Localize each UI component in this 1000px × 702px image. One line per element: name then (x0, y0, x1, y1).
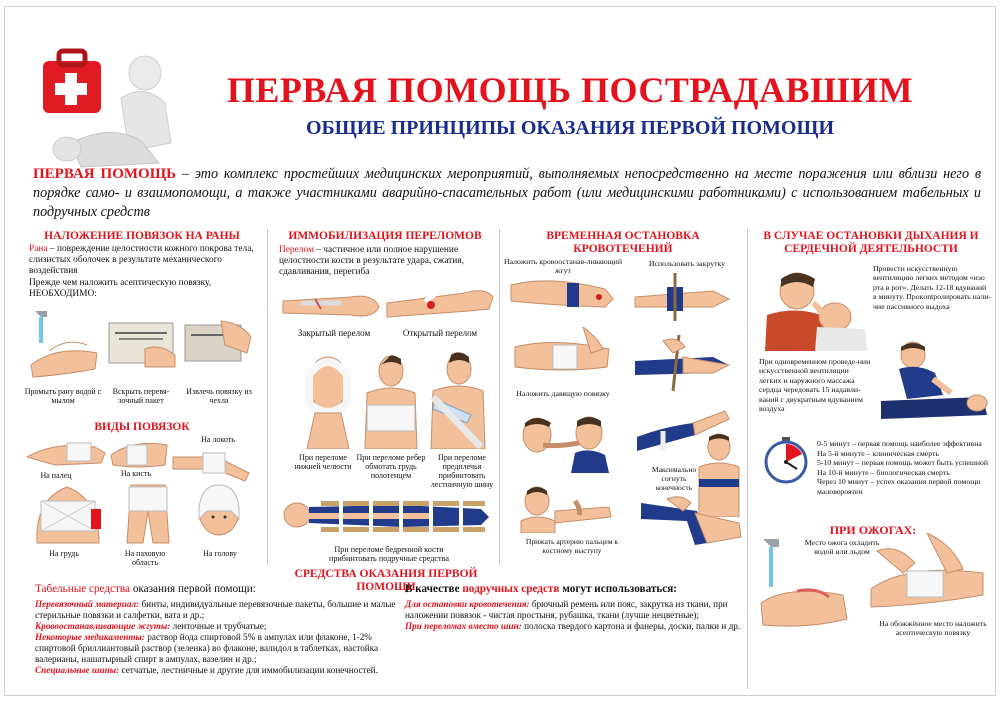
cool-burn-illustration (757, 533, 853, 645)
wound-text: – повреждение целостности кожного покрова тела, слизистых оболочек в результате механического воздействия (29, 244, 254, 276)
twist-illustration (633, 271, 731, 323)
ventilation-text: Провести искусственную вентиляцию легких методом «изо рта в рот». Делать 12-18 вдуваний в минуту. Прокontролировать нали-чие пассивного выдоха (873, 264, 991, 311)
improvised-means-term: подручных средств (462, 583, 560, 595)
tabular-means-item: Некоторые медикаменты: раствор йода спиртовой 5% в ампулах или флаконе, 1-2% спиртовой бриллиантовый раствор (зеленка) во флаконе, валидол в таблетках, настойка валерианы, нашатырный спирт в ампулах, вазелин и др.; (35, 632, 379, 664)
improvised-means-intro: В качестве подручных средств могут использоваться: (405, 583, 678, 595)
timeline-item: Через 10 минут – успех оказания первой помощи маловероятен (817, 477, 981, 496)
intro-text: – это комплекс простейших медицинских мероприятий, выполняемых непосредственно на месте поражения или вблизи него в порядке само- и взаимопомощи, а также участниками аварийно-спасательных работ (или медицинскими работниками) с использованием табельных и подручных средств (33, 166, 981, 220)
page-subtitle: ОБЩИЕ ПРИНЦИПЫ ОКАЗАНИЯ ПЕРВОЙ ПОМОЩИ (305, 117, 835, 139)
rib-fracture-caption: При переломе ребер обмотать грудь полотенцем (356, 453, 426, 480)
step-caption: Извлечь повязку из чехла (186, 387, 252, 405)
open-fracture-illustration (385, 283, 495, 329)
twist-caption: Использовать закрутку (648, 259, 726, 268)
tourniquet-caption: Наложить кровоостанав-ливающий жгут (503, 257, 623, 275)
closed-fracture-illustration (281, 285, 381, 327)
press-artery-arm-illustration (515, 481, 615, 533)
step-caption: Вскрыть перевя-зочный пакет (112, 387, 170, 405)
timeline-item: На 5-й минуте – клиническая смерть (817, 448, 940, 458)
improvised-means-list (405, 599, 743, 632)
page-title: ПЕРВАЯ ПОМОЩЬ ПОСТРАДАВШИМ (226, 70, 914, 110)
open-packet-illustration (105, 319, 177, 369)
type-caption: На локоть (201, 435, 235, 444)
column-separator (747, 229, 748, 689)
fracture-definition (279, 245, 497, 278)
fracture-text: – частичное или полное нарушение целостности кости в результате удара, сжатия, сдавливания, перегиба (279, 245, 464, 277)
burn-dressing-caption: На обожжённое место наложить асептическую повязку (879, 619, 987, 637)
timeline-list (817, 439, 989, 497)
twist-tight-illustration (633, 331, 731, 395)
timeline-item: На 10-й минуте – биологическая смерть (817, 467, 950, 477)
bandage-types-heading: ВИДЫ ПОВЯЗОК (94, 421, 190, 433)
closed-fracture-caption: Закрытый перелом (297, 328, 371, 338)
head-bandage-illustration (191, 481, 247, 545)
means-heading: СРЕДСТВА ОКАЗАНИЯ ПЕРВОЙ ПОМОЩИ (294, 568, 478, 593)
improvised-means-item: Для остановки кровотечения: брючный ремень или пояс, закрутка из ткани, при наложении повязок - чистая простыня, рубашка, ткани (лучше нецветные); (405, 599, 728, 620)
tabular-means-intro (35, 583, 399, 596)
finger-bandage-illustration (25, 435, 109, 471)
rib-fracture-illustration (361, 353, 421, 449)
groin-bandage-illustration (123, 481, 173, 545)
forearm-fracture-illustration (425, 351, 489, 449)
wash-wound-illustration (27, 307, 99, 383)
compression-text: При одновременном проведе-нии искусственной вентиляции легких и наружного массажа сердца чередовать 15 надавли-ваний с двукратным вдуванием воздуха (759, 357, 871, 414)
tabular-means-item: Кровоостанавливающие жгуты: ленточные и трубчатые; (35, 621, 267, 631)
tabular-means-item: Специальные шины: сетчатые, лестничные и другие для иммобилизации конечностей. (35, 665, 378, 675)
pressure-bandage-illustration (513, 327, 611, 387)
step-caption: Промыть рану водой с мылом (24, 387, 102, 405)
stopwatch-icon (761, 435, 811, 485)
cool-burn-caption: Место ожога охладить водой или льдом (804, 538, 880, 556)
type-caption: На паховую область (124, 549, 166, 567)
intro-paragraph (33, 165, 981, 222)
press-artery-caption: Прижать артерию пальцем к костному выступу (525, 537, 619, 555)
chest-compression-illustration (873, 339, 991, 421)
type-caption: На палец (40, 471, 72, 480)
bandages-heading: НАЛОЖЕНИЕ ПОВЯЗОК НА РАНЫ (44, 230, 240, 242)
pressure-bandage-caption: Наложить давящую повязку (516, 389, 610, 398)
hip-fracture-caption: При переломе бедренной кости прибинтовать подручные средства (328, 545, 450, 563)
cpr-heading: В СЛУЧАЕ ОСТАНОВКИ ДЫХАНИЯ И СЕРДЕЧНОЙ ДЕЯТЕЛЬНОСТИ (763, 230, 979, 255)
immobilization-heading: ИММОБИЛИЗАЦИЯ ПЕРЕЛОМОВ (288, 230, 482, 242)
wound-definition (29, 244, 263, 277)
tourniquet-illustration (509, 271, 619, 315)
tabular-means-term: Табельные средства (35, 583, 131, 595)
before-bandage-text: Прежде чем наложить асептическую повязку, НЕОБХОДИМО: (29, 278, 212, 299)
forearm-fracture-caption: При переломе предплечья прибинтовать лестничную шину (430, 453, 494, 489)
chest-bandage-illustration (29, 479, 107, 545)
jaw-fracture-illustration (301, 351, 355, 449)
tabular-means-label: оказания первой помощи: (130, 583, 256, 595)
column-separator (499, 229, 500, 565)
elbow-bandage-illustration (171, 443, 253, 483)
tabular-means-list (35, 599, 397, 676)
column-separator (267, 229, 268, 565)
remove-bandage-illustration (181, 319, 253, 369)
bend-limb-caption: Максимально согнуть конечность (651, 465, 697, 492)
press-artery-neck-illustration (513, 409, 623, 473)
hand-bandage-illustration (109, 435, 169, 471)
timeline-item: 5-10 минут – первая помощь может быть успешной (817, 458, 989, 468)
intro-term: ПЕРВАЯ ПОМОЩЬ (33, 166, 177, 182)
fracture-term: Перелом (279, 245, 314, 255)
poster (4, 6, 996, 696)
burn-dressing-illustration (867, 533, 987, 615)
timeline-item: 0-5 минут – первая помощь наиболее эффективна (817, 439, 982, 448)
type-caption: На голову (203, 549, 237, 558)
mouth-to-mouth-illustration (757, 265, 869, 351)
wound-term: Рана (29, 244, 48, 254)
improvised-means-item: При переломах вместо шин: полоска твердого картона и фанеры, доски, палки и др. (405, 621, 741, 631)
tabular-means-item: Перевязочный материал: бинты, индивидуальные перевязочные пакеты, большие и малые стерильные повязки и салфетки, вата и др.; (35, 599, 396, 620)
hip-fracture-illustration (281, 495, 493, 541)
type-caption: На грудь (49, 549, 79, 558)
type-caption: На кисть (120, 469, 152, 478)
leg-bleeding-illustration (637, 493, 745, 549)
open-fracture-caption: Открытый перелом (402, 328, 478, 338)
bleeding-heading: ВРЕМЕННАЯ ОСТАНОВКА КРОВОТЕЧЕНИЙ (546, 230, 700, 255)
first-aid-logo-illustration (41, 43, 191, 173)
burns-heading: ПРИ ОЖОГАХ: (829, 523, 917, 537)
jaw-fracture-caption: При переломе нижней челюсти (294, 453, 352, 471)
